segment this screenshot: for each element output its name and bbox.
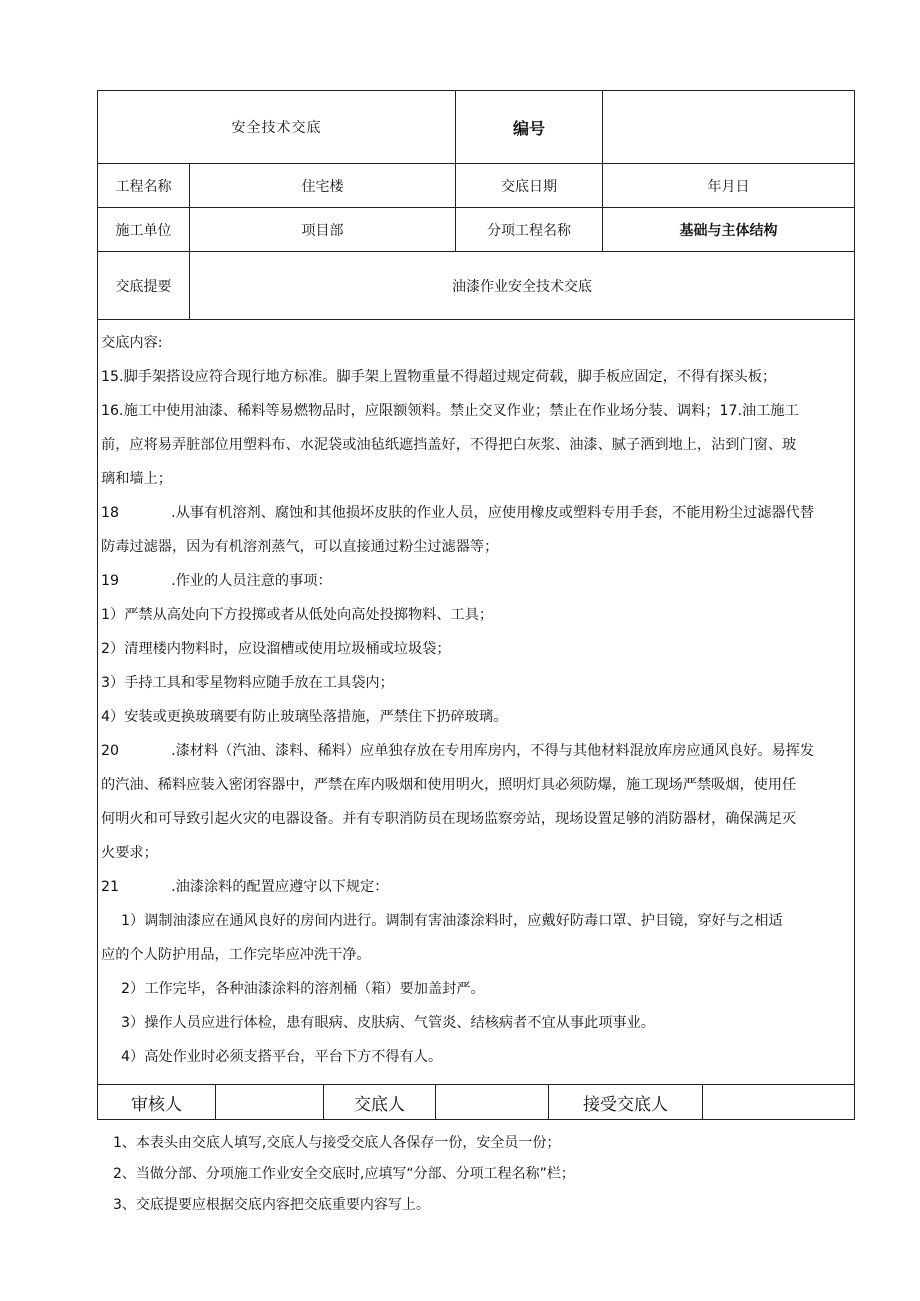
item-15: 15.脚手架搭设应符合现行地方标准。脚手架上置物重量不得超过规定荷载，脚手板应固定，不得有探头板；	[101, 369, 777, 385]
sub-project-label: 分项工程名称	[456, 208, 603, 252]
summary-row	[98, 252, 855, 320]
sub-project-value[interactable]: 基础与主体结构	[603, 208, 855, 252]
code-value[interactable]	[603, 91, 855, 164]
item-18-line-1	[101, 496, 850, 530]
item-19-text: .作业的人员注意的事项：	[171, 573, 332, 589]
unit-label: 施工单位	[98, 208, 190, 252]
item-21-sub-4: 4）高处作业时必须支搭平台，平台下方不得有人。	[121, 1049, 443, 1065]
item-18-line-2: 防毒过滤器，因为有机溶剂蒸气，可以直接通过粉尘过滤器等；	[101, 539, 499, 555]
receiver-label: 接受交底人	[549, 1085, 703, 1120]
header-row	[98, 91, 855, 164]
presenter-label: 交底人	[324, 1085, 436, 1120]
item-21-sub-1-line-2: 应的个人防护用品，工作完毕应冲洗干净。	[101, 947, 371, 963]
item-19-sub-2: 2）清理楼内物料时，应设溜槽或使用垃圾桶或垃圾袋；	[101, 641, 451, 657]
signature-row	[98, 1085, 855, 1120]
item-16-line-3: 璃和墙上；	[101, 471, 172, 487]
item-18-text: .从事有机溶剂、腐蚀和其他损坏皮肤的作业人员，应使用橡皮或塑料专用手套，不能用粉尘过滤器代替	[171, 505, 815, 521]
item-18-number: 18	[101, 505, 120, 521]
item-20-number: 20	[101, 743, 120, 759]
content-heading: 交底内容:	[101, 335, 163, 351]
date-label: 交底日期	[456, 164, 603, 208]
signature-table	[97, 1084, 855, 1120]
footnote-3: 3、交底提要应根据交底内容把交底重要内容写上。	[113, 1197, 430, 1213]
form-table	[97, 90, 855, 1085]
item-20-text: .漆材料（汽油、漆料、稀料）应单独存放在专用库房内，不得与其他材料混放库房应通风良好。易挥发	[171, 743, 815, 759]
item-16-line-1: 16.施工中使用油漆、稀料等易燃物品时，应限额领料。禁止交叉作业；禁止在作业场分装、调料；17.油工施工	[101, 403, 799, 419]
summary-label: 交底提要	[98, 252, 190, 320]
presenter-field[interactable]	[436, 1085, 549, 1120]
project-name-label: 工程名称	[98, 164, 190, 208]
summary-value[interactable]: 油漆作业安全技术交底	[190, 252, 855, 320]
info-row-1	[98, 164, 855, 208]
briefing-content	[98, 320, 855, 1085]
footnote-2: 2、当做分部、分项施工作业安全交底时,应填写“分部、分项工程名称”栏；	[113, 1166, 575, 1182]
footnote-1: 1、本表头由交底人填写,交底人与接受交底人各保存一份，安全员一份；	[113, 1135, 561, 1151]
content-row	[98, 320, 855, 1085]
code-label: 编号	[456, 91, 603, 164]
item-19-sub-1: 1）严禁从高处向下方投掷或者从低处向高处投掷物料、工具；	[101, 607, 494, 623]
item-19-sub-4: 4）安装或更换玻璃要有防止玻璃坠落措施，严禁住下扔碎玻璃。	[101, 709, 508, 725]
reviewer-field[interactable]	[216, 1085, 324, 1120]
item-21-text: .油漆涂料的配置应遵守以下规定：	[171, 879, 389, 895]
project-name-value[interactable]: 住宅楼	[190, 164, 456, 208]
item-21-line-1	[101, 870, 850, 904]
item-20-line-4: 火要求；	[101, 845, 158, 861]
item-21-sub-2: 2）工作完毕，各种油漆涂料的溶剂桶（箱）要加盖封严。	[121, 981, 485, 997]
unit-value[interactable]: 项目部	[190, 208, 456, 252]
reviewer-label: 审核人	[98, 1085, 216, 1120]
item-16-line-2: 前，应将易弄脏部位用塑料布、水泥袋或油毡纸遮挡盖好，不得把白灰浆、油漆、腻子洒到地上，沾到门窗、玻	[101, 437, 797, 453]
safety-briefing-form	[97, 90, 854, 1120]
date-value[interactable]: 年月日	[603, 164, 855, 208]
item-20-line-2: 的汽油、稀料应装入密闭容器中，严禁在库内吸烟和使用明火，照明灯具必须防爆，施工现场严禁吸烟，使用任	[101, 777, 797, 793]
footnotes	[113, 1128, 575, 1221]
receiver-field[interactable]	[703, 1085, 855, 1120]
item-21-sub-3: 3）操作人员应进行体检，患有眼病、皮肤病、气管炎、结核病者不宜从事此项事业。	[121, 1015, 655, 1031]
item-20-line-3: 何明火和可导致引起火灾的电器设备。并有专职消防员在现场监察旁站，现场设置足够的消防器材，确保满足灭	[101, 811, 797, 827]
item-19-sub-3: 3）手持工具和零星物料应随手放在工具袋内；	[101, 675, 394, 691]
item-21-sub-1-line-1: 1）调制油漆应在通风良好的房间内进行。调制有害油漆涂料时，应戴好防毒口罩、护目镜，穿好与之相适	[121, 913, 783, 929]
info-row-2	[98, 208, 855, 252]
item-19-number: 19	[101, 573, 120, 589]
item-20-line-1	[101, 734, 850, 768]
item-19-line-1	[101, 564, 850, 598]
item-21-number: 21	[101, 879, 120, 895]
form-title: 安全技术交底	[98, 91, 456, 164]
